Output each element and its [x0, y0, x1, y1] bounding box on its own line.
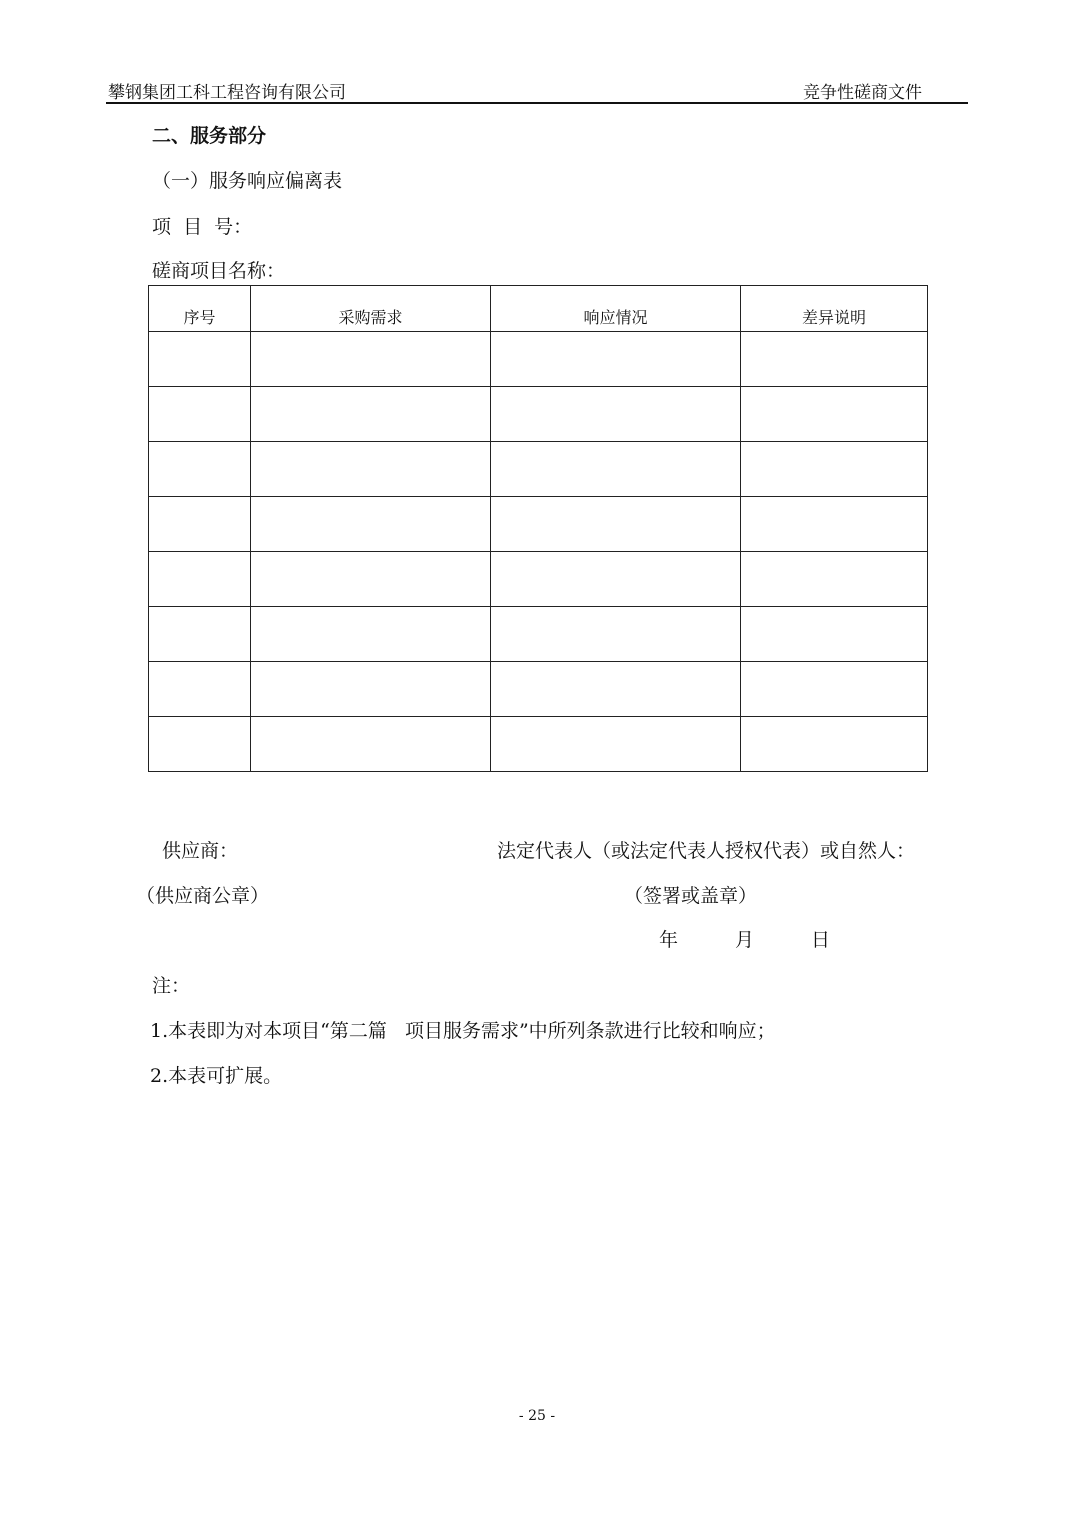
table-cell[interactable]	[741, 497, 928, 552]
header-rule	[106, 102, 968, 104]
table-cell[interactable]	[149, 662, 251, 717]
table-cell[interactable]	[251, 387, 491, 442]
table-row	[149, 717, 928, 772]
table-cell[interactable]	[251, 607, 491, 662]
table-row	[149, 497, 928, 552]
date-month-label: 月	[735, 929, 755, 951]
table-cell[interactable]	[251, 552, 491, 607]
legal-rep-label: 法定代表人（或法定代表人授权代表）或自然人：	[497, 840, 916, 862]
table-cell[interactable]	[251, 497, 491, 552]
table-row	[149, 607, 928, 662]
table-cell[interactable]	[741, 442, 928, 497]
table-row	[149, 387, 928, 442]
col-header-difference: 差异说明	[741, 286, 928, 332]
notes-label: 注：	[152, 975, 191, 997]
section-title: 二、服务部分	[152, 125, 267, 147]
table-cell[interactable]	[741, 332, 928, 387]
table-cell[interactable]	[149, 497, 251, 552]
table-cell[interactable]	[741, 662, 928, 717]
table-cell[interactable]	[251, 662, 491, 717]
table-row	[149, 332, 928, 387]
table-cell[interactable]	[251, 332, 491, 387]
table-cell[interactable]	[491, 552, 741, 607]
date-year-label: 年	[659, 929, 679, 951]
sign-or-seal-label: （签署或盖章）	[624, 885, 758, 907]
supplier-seal-label: （供应商公章）	[136, 885, 270, 907]
date-day-label: 日	[811, 929, 831, 951]
table-cell[interactable]	[491, 442, 741, 497]
table-cell[interactable]	[741, 607, 928, 662]
supplier-label: 供应商：	[162, 840, 239, 862]
table-cell[interactable]	[149, 607, 251, 662]
table-cell[interactable]	[149, 552, 251, 607]
table-cell[interactable]	[149, 332, 251, 387]
deviation-table	[148, 285, 928, 772]
col-header-requirement: 采购需求	[251, 286, 491, 332]
header-company: 攀钢集团工科工程咨询有限公司	[108, 83, 346, 103]
table-cell[interactable]	[251, 442, 491, 497]
table-cell[interactable]	[149, 442, 251, 497]
header-doc-type: 竞争性磋商文件	[803, 83, 922, 103]
table-cell[interactable]	[741, 717, 928, 772]
project-no-label: 项 目 号：	[152, 216, 253, 238]
table-cell[interactable]	[149, 387, 251, 442]
table-cell[interactable]	[491, 497, 741, 552]
table-cell[interactable]	[491, 717, 741, 772]
table-row	[149, 662, 928, 717]
project-name-label: 磋商项目名称：	[152, 260, 286, 282]
table-header-row	[149, 286, 928, 332]
page-number: - 25 -	[518, 1408, 556, 1424]
table-cell[interactable]	[741, 387, 928, 442]
table-title: （一）服务响应偏离表	[152, 170, 343, 192]
table-cell[interactable]	[491, 607, 741, 662]
note-item: 1.本表即为对本项目“第二篇 项目服务需求”中所列条款进行比较和响应；	[150, 1020, 776, 1042]
table-cell[interactable]	[491, 332, 741, 387]
table-cell[interactable]	[251, 717, 491, 772]
note-item: 2.本表可扩展。	[150, 1065, 283, 1087]
table-cell[interactable]	[491, 387, 741, 442]
table-row	[149, 442, 928, 497]
table-cell[interactable]	[741, 552, 928, 607]
col-header-serial: 序号	[149, 286, 251, 332]
table-cell[interactable]	[149, 717, 251, 772]
table-cell[interactable]	[491, 662, 741, 717]
table-row	[149, 552, 928, 607]
col-header-response: 响应情况	[491, 286, 741, 332]
